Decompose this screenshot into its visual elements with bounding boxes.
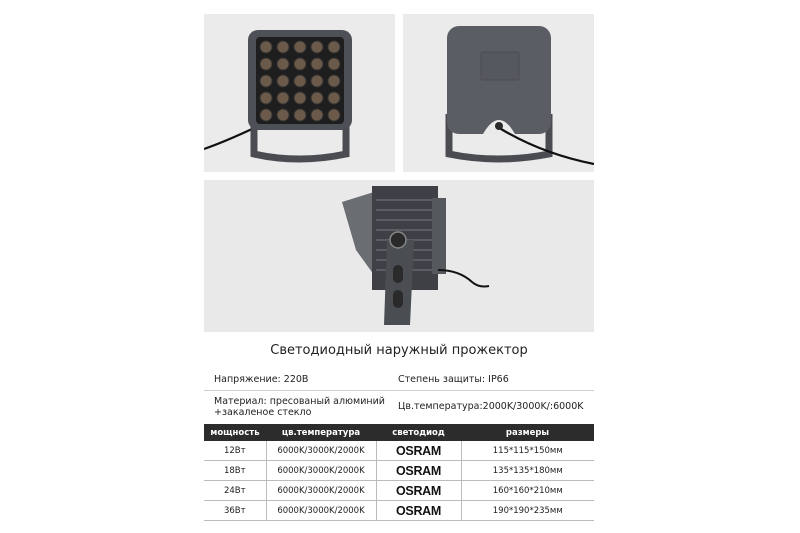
spec-table — [204, 424, 594, 521]
led-lens — [277, 75, 289, 87]
floodlight-side-photo — [204, 180, 594, 332]
header-led: светодиод — [376, 424, 461, 441]
led-lens — [311, 58, 323, 70]
cell-led-brand: OSRAM — [376, 461, 461, 481]
led-lens — [277, 109, 289, 121]
floodlight-back-photo — [403, 14, 594, 172]
spec-material-line2: +закаленое стекло — [214, 407, 312, 418]
cell-power: 18Вт — [204, 461, 266, 481]
table-row — [204, 461, 594, 481]
spec-material-line1: Материал: пресованый алюминий — [214, 396, 385, 407]
spec-voltage: Напряжение: 220В — [214, 374, 309, 385]
led-lens — [260, 41, 272, 53]
led-lens — [328, 75, 340, 87]
led-lens — [328, 58, 340, 70]
led-lens — [260, 92, 272, 104]
cell-led-brand: OSRAM — [376, 441, 461, 461]
product-title: Светодиодный наружный прожектор — [270, 343, 528, 358]
led-lens — [311, 109, 323, 121]
led-lens — [260, 58, 272, 70]
cell-temp: 6000K/3000K/2000K — [266, 441, 376, 461]
led-lens — [277, 58, 289, 70]
header-power: мощность — [204, 424, 266, 441]
led-lens — [311, 41, 323, 53]
led-lens — [277, 92, 289, 104]
cell-led-brand: OSRAM — [376, 501, 461, 521]
header-size: размеры — [461, 424, 594, 441]
spec-material — [214, 396, 385, 418]
spec-divider — [204, 390, 594, 391]
led-lens — [294, 41, 306, 53]
cell-temp: 6000K/3000K/2000K — [266, 481, 376, 501]
led-lens — [260, 109, 272, 121]
cell-led-brand: OSRAM — [376, 481, 461, 501]
floodlight-front-photo — [204, 14, 395, 172]
spec-color-temp: Цв.температура:2000K/3000K/:6000K — [398, 401, 584, 412]
cell-size: 160*160*210мм — [461, 481, 594, 501]
led-lens — [294, 109, 306, 121]
led-lens — [260, 75, 272, 87]
table-header-row — [204, 424, 594, 441]
led-lens — [328, 109, 340, 121]
header-temp: цв.температура — [266, 424, 376, 441]
cell-temp: 6000K/3000K/2000K — [266, 501, 376, 521]
led-lens — [294, 92, 306, 104]
led-lens — [311, 75, 323, 87]
cell-power: 24Вт — [204, 481, 266, 501]
led-lens — [277, 41, 289, 53]
cell-size: 135*135*180мм — [461, 461, 594, 481]
cell-size: 190*190*235мм — [461, 501, 594, 521]
spec-protection: Степень защиты: IP66 — [398, 374, 509, 385]
led-lens — [294, 75, 306, 87]
led-lens — [328, 41, 340, 53]
table-row — [204, 501, 594, 521]
table-row — [204, 441, 594, 461]
table-row — [204, 481, 594, 501]
led-lens — [328, 92, 340, 104]
cell-power: 12Вт — [204, 441, 266, 461]
led-lens — [311, 92, 323, 104]
cell-size: 115*115*150мм — [461, 441, 594, 461]
led-lens — [294, 58, 306, 70]
cell-temp: 6000K/3000K/2000K — [266, 461, 376, 481]
cell-power: 36Вт — [204, 501, 266, 521]
